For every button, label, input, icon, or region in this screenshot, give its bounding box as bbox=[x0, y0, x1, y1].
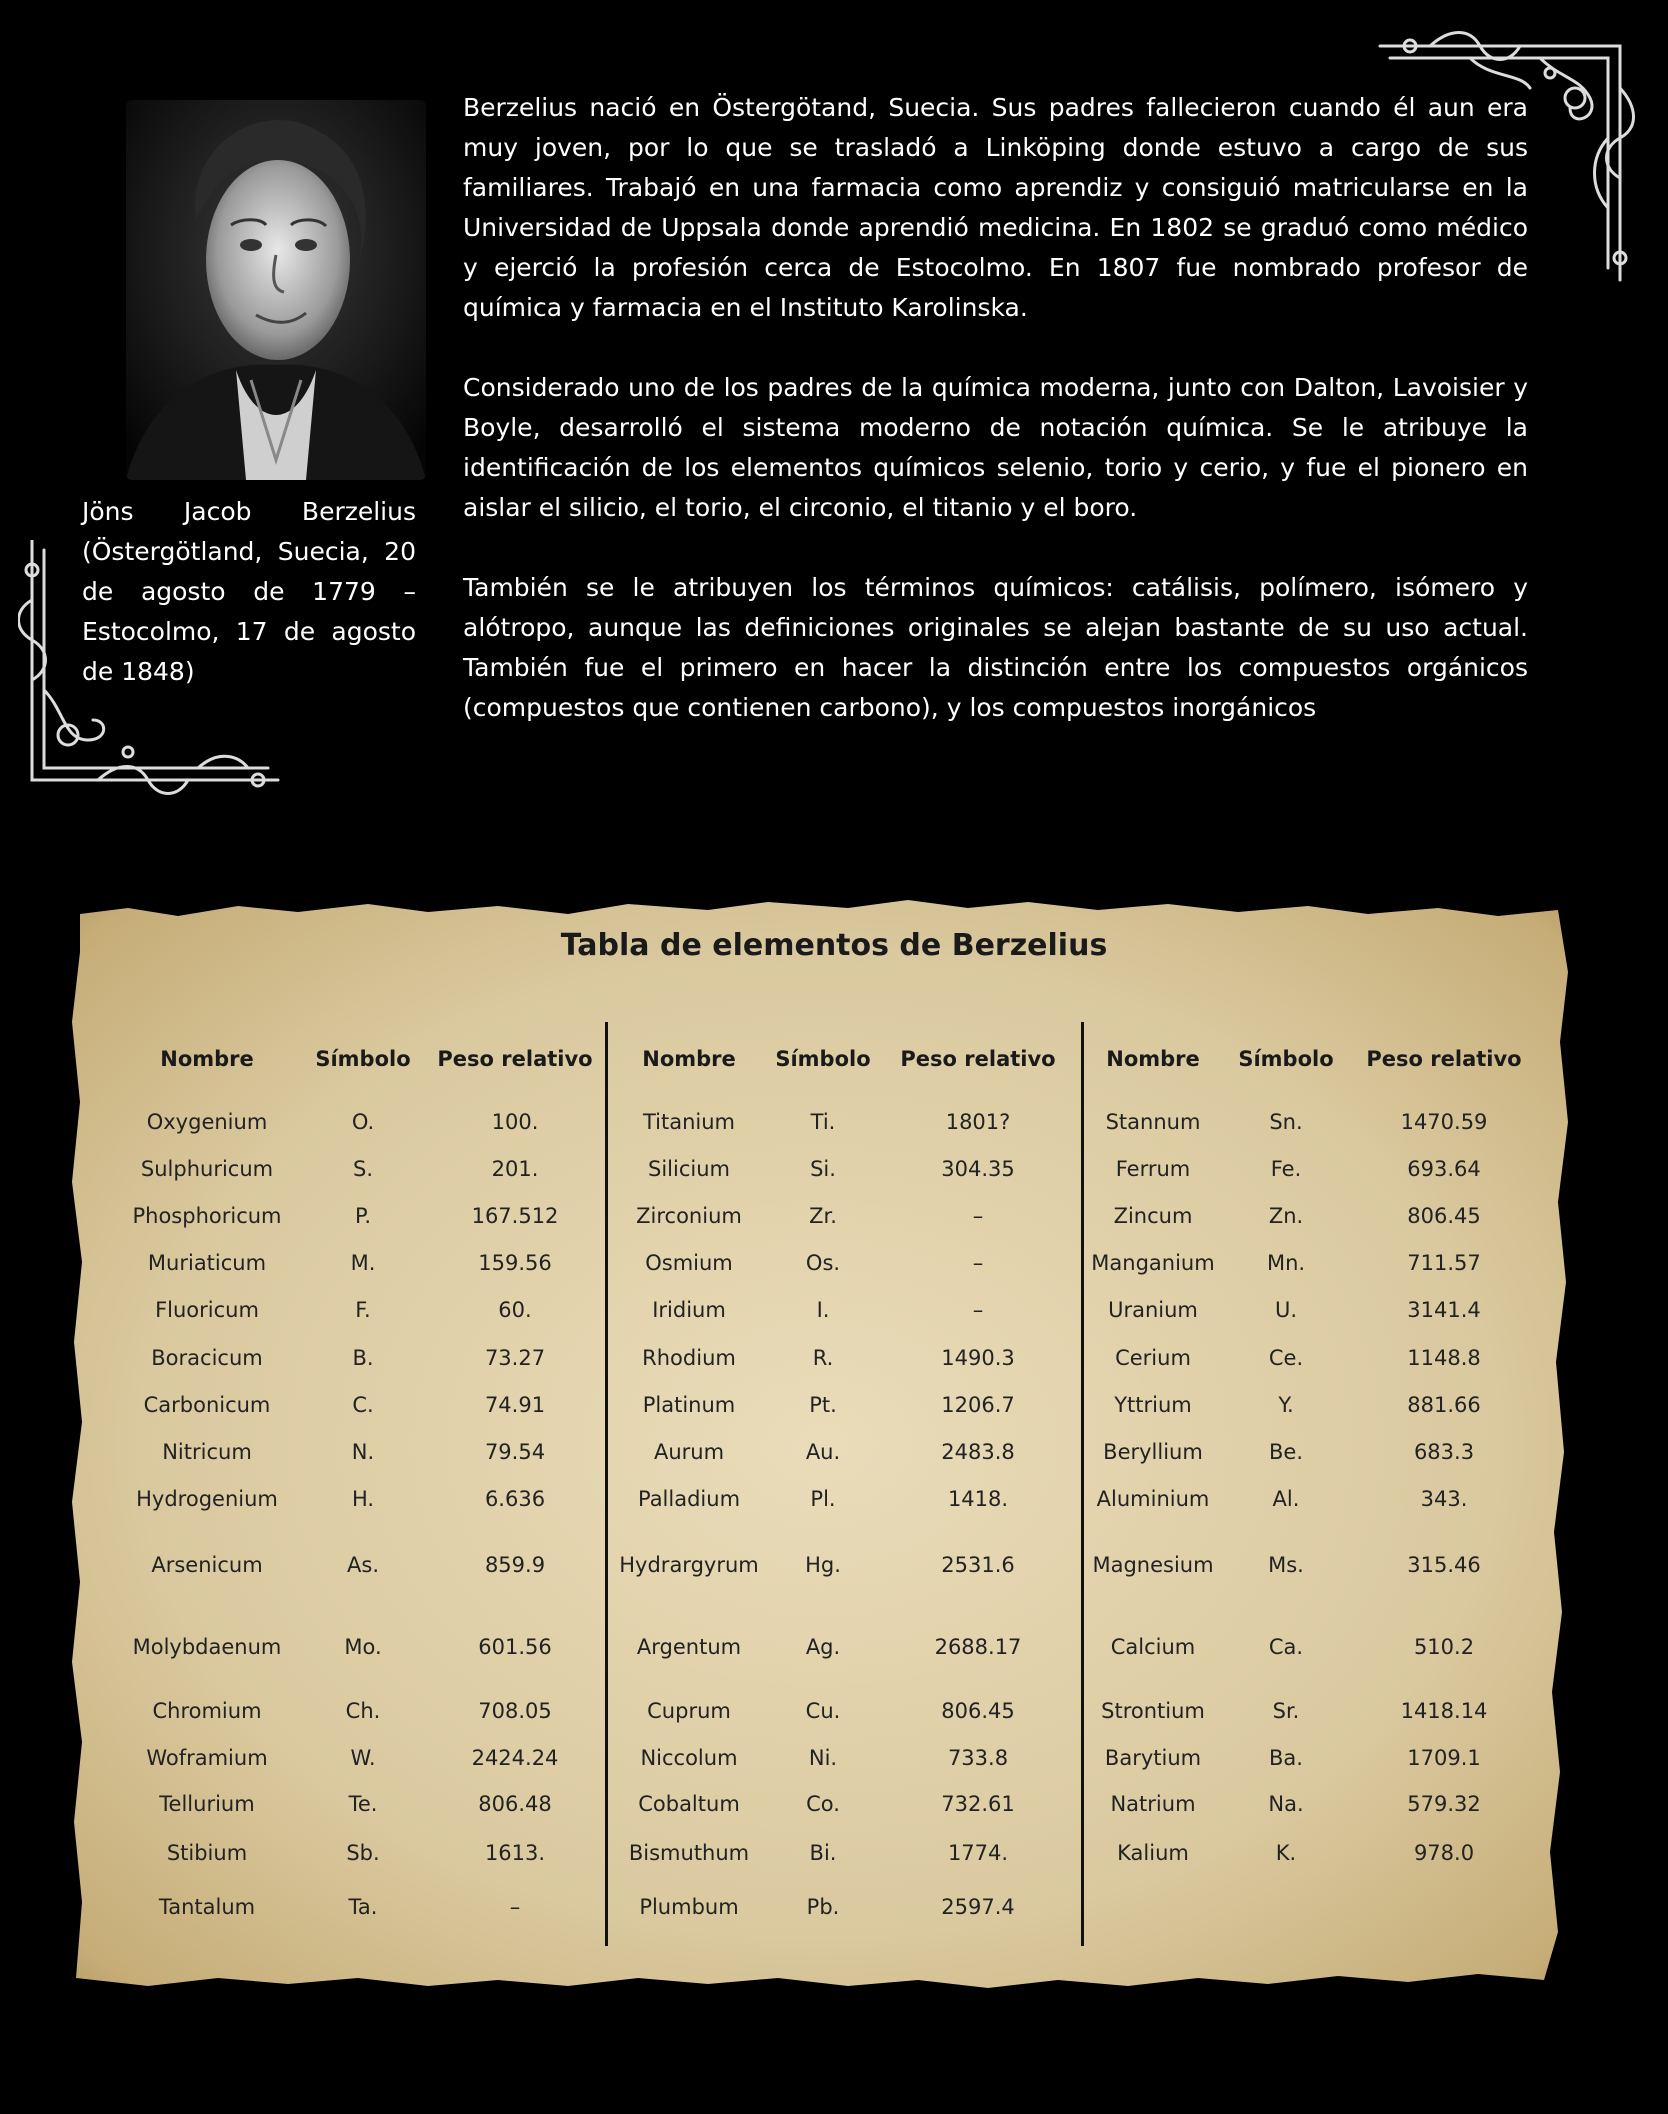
element-symbol-cell: Ba. bbox=[1269, 1746, 1303, 1770]
element-name-cell: Yttrium bbox=[1114, 1393, 1192, 1417]
element-symbol-cell: Os. bbox=[805, 1251, 841, 1275]
element-weight-cell: 806.45 bbox=[941, 1699, 1015, 1723]
element-symbol-cell: Sb. bbox=[346, 1841, 380, 1865]
element-name-cell: Tantalum bbox=[158, 1895, 256, 1919]
element-symbol-cell: Ms. bbox=[1268, 1553, 1304, 1577]
bio-paragraph-3: También se le atribuyen los términos químicos: catálisis, polímero, isómero y alótropo, aunque las definiciones originales se alejan bastante de su uso actual. También fue el primero en hacer la distinción entre los compuestos orgánicos (compuestos que contienen carbono), y los compuestos inorgánicos bbox=[463, 573, 1528, 722]
column-header-weight: Peso relativo bbox=[1366, 1047, 1522, 1071]
column-divider-2 bbox=[1081, 1022, 1084, 1946]
element-symbol-cell: H. bbox=[351, 1487, 375, 1511]
element-name-cell: Aurum bbox=[653, 1440, 725, 1464]
element-symbol-cell: Pt. bbox=[809, 1393, 837, 1417]
element-weight-cell: 2483.8 bbox=[941, 1440, 1015, 1464]
element-name-cell: Carbonicum bbox=[143, 1393, 271, 1417]
element-name-cell: Argentum bbox=[636, 1635, 742, 1659]
element-name-cell: Arsenicum bbox=[151, 1553, 263, 1577]
element-weight-cell: 2531.6 bbox=[941, 1553, 1015, 1577]
element-name-cell: Sulphuricum bbox=[140, 1157, 274, 1181]
element-name-cell: Calcium bbox=[1110, 1635, 1196, 1659]
element-weight-cell: 315.46 bbox=[1407, 1553, 1481, 1577]
bio-paragraph-1: Berzelius nació en Östergötand, Suecia. Sus padres fallecieron cuando él aun era muy joven, por lo que se trasladó a Linköping donde estuvo a cargo de sus familiares. Trabajó en una farmacia como aprendiz y consiguió matricularse en la Universidad de Uppsala donde aprendió medicina. En 1802 se graduó como médico y ejerció la profesión cerca de Estocolmo. En 1807 fue nombrado profesor de química y farmacia en el Instituto Karolinska. bbox=[463, 93, 1528, 322]
element-weight-cell: 708.05 bbox=[478, 1699, 552, 1723]
element-weight-cell: 343. bbox=[1420, 1487, 1468, 1511]
element-symbol-cell: Ca. bbox=[1268, 1635, 1304, 1659]
element-weight-cell: 73.27 bbox=[484, 1346, 546, 1370]
element-weight-cell: 2597.4 bbox=[941, 1895, 1015, 1919]
element-weight-cell: 881.66 bbox=[1407, 1393, 1481, 1417]
element-name-cell: Magnesium bbox=[1092, 1553, 1214, 1577]
element-weight-cell: 1774. bbox=[947, 1841, 1009, 1865]
element-name-cell: Bismuthum bbox=[628, 1841, 750, 1865]
element-name-cell: Silicium bbox=[648, 1157, 730, 1181]
element-name-cell: Cerium bbox=[1115, 1346, 1191, 1370]
element-symbol-cell: Y. bbox=[1278, 1393, 1294, 1417]
element-symbol-cell: F. bbox=[355, 1298, 371, 1322]
element-symbol-cell: K. bbox=[1275, 1841, 1297, 1865]
element-symbol-cell: Co. bbox=[806, 1792, 840, 1816]
column-header-name: Nombre bbox=[642, 1047, 736, 1071]
element-symbol-cell: Ag. bbox=[805, 1635, 841, 1659]
element-weight-cell: 978.0 bbox=[1413, 1841, 1475, 1865]
element-name-cell: Plumbum bbox=[639, 1895, 739, 1919]
element-name-cell: Uranium bbox=[1108, 1298, 1198, 1322]
element-name-cell: Boracicum bbox=[151, 1346, 263, 1370]
element-name-cell: Cuprum bbox=[647, 1699, 731, 1723]
element-weight-cell: – bbox=[509, 1895, 521, 1919]
berzelius-portrait bbox=[126, 100, 426, 480]
element-name-cell: Natrium bbox=[1110, 1792, 1196, 1816]
element-symbol-cell: Ce. bbox=[1268, 1346, 1304, 1370]
element-name-cell: Oxygenium bbox=[146, 1110, 268, 1134]
column-header-name: Nombre bbox=[160, 1047, 254, 1071]
column-header-name: Nombre bbox=[1106, 1047, 1200, 1071]
element-name-cell: Barytium bbox=[1104, 1746, 1202, 1770]
column-header-weight: Peso relativo bbox=[437, 1047, 593, 1071]
element-weight-cell: 1470.59 bbox=[1400, 1110, 1488, 1134]
table-title: Tabla de elementos de Berzelius bbox=[560, 928, 1108, 963]
element-symbol-cell: Mn. bbox=[1266, 1251, 1306, 1275]
element-symbol-cell: Si. bbox=[810, 1157, 836, 1181]
element-symbol-cell: Au. bbox=[805, 1440, 841, 1464]
element-weight-cell: 510.2 bbox=[1413, 1635, 1475, 1659]
element-symbol-cell: N. bbox=[351, 1440, 375, 1464]
element-symbol-cell: As. bbox=[347, 1553, 379, 1577]
element-symbol-cell: Sn. bbox=[1269, 1110, 1303, 1134]
element-name-cell: Chromium bbox=[152, 1699, 262, 1723]
element-weight-cell: 60. bbox=[498, 1298, 532, 1322]
column-header-symbol: Símbolo bbox=[315, 1047, 411, 1071]
portrait-caption: Jöns Jacob Berzelius (Östergötland, Suecia, 20 de agosto de 1779 – Estocolmo, 17 de agosto de 1848) bbox=[82, 497, 416, 686]
element-weight-cell: 79.54 bbox=[484, 1440, 546, 1464]
element-weight-cell: 732.61 bbox=[941, 1792, 1015, 1816]
column-divider-1 bbox=[605, 1022, 608, 1946]
element-weight-cell: 1613. bbox=[484, 1841, 546, 1865]
element-weight-cell: 1801? bbox=[945, 1110, 1011, 1134]
element-weight-cell: 1709.1 bbox=[1407, 1746, 1481, 1770]
element-symbol-cell: Hg. bbox=[805, 1553, 841, 1577]
element-weight-cell: 2688.17 bbox=[934, 1635, 1022, 1659]
element-weight-cell: 159.56 bbox=[478, 1251, 552, 1275]
element-name-cell: Tellurium bbox=[159, 1792, 255, 1816]
element-weight-cell: 167.512 bbox=[471, 1204, 559, 1228]
element-weight-cell: 2424.24 bbox=[471, 1746, 559, 1770]
element-symbol-cell: Bi. bbox=[809, 1841, 837, 1865]
element-weight-cell: – bbox=[972, 1204, 984, 1228]
element-weight-cell: 1148.8 bbox=[1407, 1346, 1481, 1370]
element-symbol-cell: Ti. bbox=[810, 1110, 836, 1134]
element-symbol-cell: Mo. bbox=[344, 1635, 382, 1659]
element-name-cell: Platinum bbox=[642, 1393, 736, 1417]
element-symbol-cell: O. bbox=[351, 1110, 375, 1134]
element-weight-cell: 3141.4 bbox=[1407, 1298, 1481, 1322]
element-symbol-cell: Zn. bbox=[1268, 1204, 1304, 1228]
element-weight-cell: 733.8 bbox=[947, 1746, 1009, 1770]
element-symbol-cell: R. bbox=[812, 1346, 834, 1370]
element-weight-cell: 1418. bbox=[947, 1487, 1009, 1511]
element-symbol-cell: Ch. bbox=[345, 1699, 381, 1723]
element-symbol-cell: M. bbox=[350, 1251, 376, 1275]
element-name-cell: Palladium bbox=[637, 1487, 741, 1511]
element-name-cell: Muriaticum bbox=[147, 1251, 267, 1275]
element-symbol-cell: Ni. bbox=[808, 1746, 838, 1770]
element-name-cell: Zirconium bbox=[636, 1204, 742, 1228]
element-name-cell: Cobaltum bbox=[638, 1792, 740, 1816]
element-weight-cell: 711.57 bbox=[1407, 1251, 1481, 1275]
element-name-cell: Kalium bbox=[1117, 1841, 1189, 1865]
element-symbol-cell: Be. bbox=[1268, 1440, 1304, 1464]
element-symbol-cell: Sr. bbox=[1272, 1699, 1300, 1723]
element-name-cell: Strontium bbox=[1101, 1699, 1205, 1723]
element-weight-cell: 100. bbox=[491, 1110, 539, 1134]
biography-text bbox=[463, 88, 1528, 768]
element-symbol-cell: P. bbox=[354, 1204, 372, 1228]
element-weight-cell: 1206.7 bbox=[941, 1393, 1015, 1417]
element-weight-cell: 806.48 bbox=[478, 1792, 552, 1816]
element-name-cell: Rhodium bbox=[642, 1346, 736, 1370]
element-symbol-cell: Al. bbox=[1272, 1487, 1300, 1511]
element-weight-cell: 201. bbox=[491, 1157, 539, 1181]
element-symbol-cell: Na. bbox=[1268, 1792, 1304, 1816]
element-symbol-cell: S. bbox=[352, 1157, 374, 1181]
element-weight-cell: 693.64 bbox=[1407, 1157, 1481, 1181]
element-name-cell: Titanium bbox=[642, 1110, 736, 1134]
element-symbol-cell: Zr. bbox=[809, 1204, 837, 1228]
element-symbol-cell: Pb. bbox=[806, 1895, 840, 1919]
element-name-cell: Osmium bbox=[645, 1251, 733, 1275]
element-weight-cell: 304.35 bbox=[941, 1157, 1015, 1181]
element-weight-cell: 806.45 bbox=[1407, 1204, 1481, 1228]
element-name-cell: Fluoricum bbox=[155, 1298, 259, 1322]
element-weight-cell: – bbox=[972, 1298, 984, 1322]
element-name-cell: Hydrogenium bbox=[136, 1487, 278, 1511]
element-symbol-cell: B. bbox=[352, 1346, 374, 1370]
column-header-symbol: Símbolo bbox=[775, 1047, 871, 1071]
element-weight-cell: 579.32 bbox=[1407, 1792, 1481, 1816]
element-name-cell: Woframium bbox=[146, 1746, 268, 1770]
element-name-cell: Zincum bbox=[1113, 1204, 1193, 1228]
element-weight-cell: 859.9 bbox=[484, 1553, 546, 1577]
element-weight-cell: 1418.14 bbox=[1400, 1699, 1488, 1723]
element-weight-cell: 601.56 bbox=[478, 1635, 552, 1659]
element-symbol-cell: Pl. bbox=[810, 1487, 836, 1511]
column-header-weight: Peso relativo bbox=[900, 1047, 1056, 1071]
element-symbol-cell: W. bbox=[350, 1746, 376, 1770]
element-name-cell: Iridium bbox=[652, 1298, 726, 1322]
bio-paragraph-2: Considerado uno de los padres de la química moderna, junto con Dalton, Lavoisier y Boyle, desarrolló el sistema moderno de notación química. Se le atribuye la identificación de los elementos químicos selenio, torio y cerio, y fue el pionero en aislar el silicio, el torio, el circonio, el titanio y el boro. bbox=[463, 373, 1528, 522]
element-name-cell: Ferrum bbox=[1115, 1157, 1191, 1181]
element-symbol-cell: Cu. bbox=[805, 1699, 841, 1723]
element-name-cell: Nitricum bbox=[162, 1440, 252, 1464]
element-name-cell: Molybdaenum bbox=[132, 1635, 282, 1659]
element-symbol-cell: U. bbox=[1274, 1298, 1298, 1322]
element-weight-cell: 74.91 bbox=[484, 1393, 546, 1417]
element-symbol-cell: I. bbox=[816, 1298, 830, 1322]
element-name-cell: Hydrargyrum bbox=[619, 1553, 759, 1577]
element-name-cell: Aluminium bbox=[1096, 1487, 1210, 1511]
element-symbol-cell: C. bbox=[352, 1393, 374, 1417]
element-weight-cell: 683.3 bbox=[1413, 1440, 1475, 1464]
column-header-symbol: Símbolo bbox=[1238, 1047, 1334, 1071]
element-name-cell: Stannum bbox=[1105, 1110, 1201, 1134]
element-symbol-cell: Te. bbox=[348, 1792, 378, 1816]
element-name-cell: Phosphoricum bbox=[132, 1204, 282, 1228]
element-symbol-cell: Fe. bbox=[1270, 1157, 1302, 1181]
element-name-cell: Niccolum bbox=[640, 1746, 738, 1770]
element-weight-cell: 6.636 bbox=[484, 1487, 546, 1511]
element-symbol-cell: Ta. bbox=[348, 1895, 378, 1919]
element-name-cell: Beryllium bbox=[1103, 1440, 1203, 1464]
element-name-cell: Stibium bbox=[166, 1841, 248, 1865]
element-weight-cell: 1490.3 bbox=[941, 1346, 1015, 1370]
element-name-cell: Manganium bbox=[1091, 1251, 1215, 1275]
element-weight-cell: – bbox=[972, 1251, 984, 1275]
